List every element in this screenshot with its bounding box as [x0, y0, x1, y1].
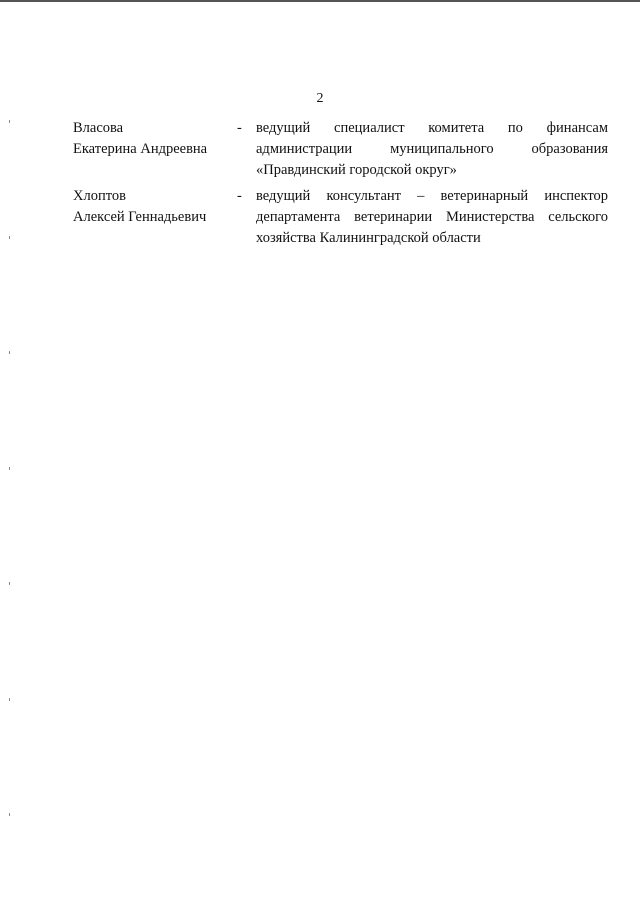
given-names: Алексей Геннадьевич — [73, 209, 207, 225]
person-role — [256, 186, 608, 249]
separator-dash: - — [237, 188, 242, 204]
given-names: Екатерина Андреевна — [73, 141, 208, 157]
role-line: ведущий консультант – ветеринарный инспектор — [256, 188, 608, 204]
margin-mark — [9, 698, 10, 701]
margin-mark — [9, 236, 10, 239]
margin-mark — [9, 351, 10, 354]
page-number: 2 — [316, 91, 324, 106]
separator-dash: - — [237, 120, 242, 136]
margin-mark — [9, 120, 10, 123]
person-role — [256, 118, 608, 181]
role-line: ведущий специалист комитета по финансам — [256, 120, 608, 136]
surname: Хлоптов — [73, 188, 126, 204]
margin-mark — [9, 467, 10, 470]
margin-mark — [9, 813, 10, 816]
surname: Власова — [73, 120, 124, 136]
margin-mark — [9, 582, 10, 585]
role-line: администрации муниципального образования — [256, 141, 608, 157]
person-name — [73, 186, 233, 228]
person-name — [73, 118, 233, 160]
role-line: департамента ветеринарии Министерства сельского — [256, 209, 608, 225]
role-line: хозяйства Калининградской области — [256, 230, 481, 246]
top-border-line — [0, 0, 640, 2]
role-line: «Правдинский городской округ» — [256, 162, 457, 178]
